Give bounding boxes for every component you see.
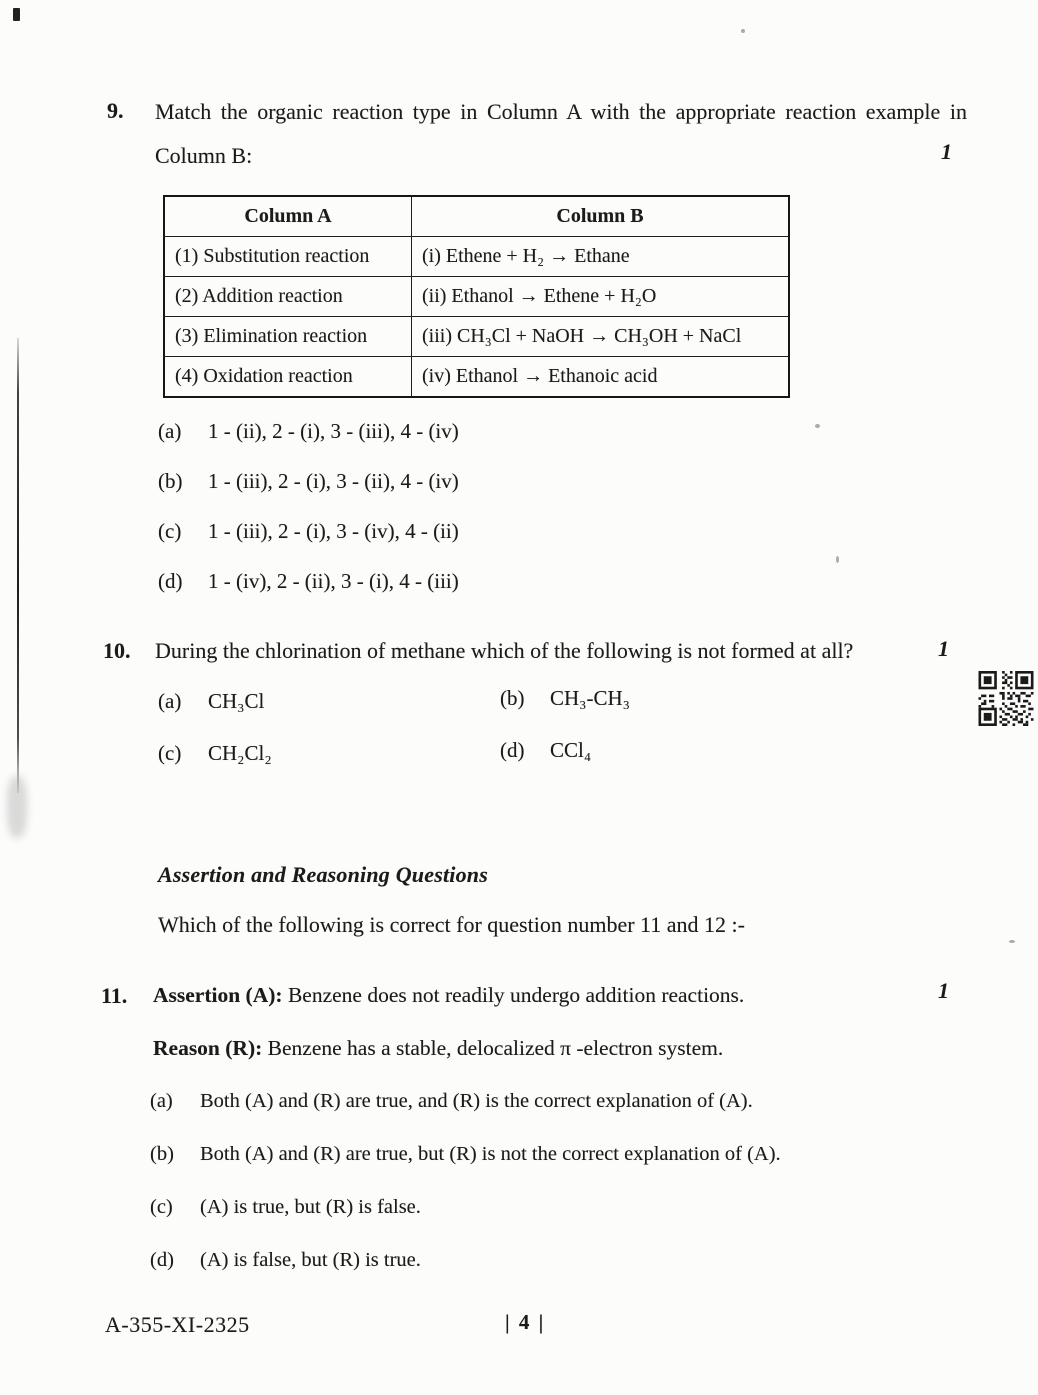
- option-row: [158, 470, 459, 493]
- option-text: 1 - (iv), 2 - (ii), 3 - (i), 4 - (iii): [208, 569, 459, 593]
- question-10-marks: 1: [938, 636, 949, 661]
- option-label: (c): [158, 519, 182, 543]
- option-row: [158, 520, 459, 543]
- smudge-artifact: [7, 776, 27, 838]
- option-row: [158, 742, 272, 765]
- vertical-scan-line-artifact: [17, 338, 19, 793]
- option-row: [158, 690, 264, 713]
- option-text: Both (A) and (R) are true, and (R) is the correct explanation of (A).: [200, 1090, 753, 1112]
- question-9-text: Match the organic reaction type in Column A with the appropriate reaction example in Column B:: [155, 99, 967, 168]
- table-cell-col-a: (4) Oxidation reaction: [164, 357, 412, 398]
- table-row: [164, 357, 789, 398]
- ink-speck: [741, 29, 745, 33]
- ink-speck: [836, 556, 839, 563]
- option-row: [500, 739, 591, 762]
- table-row: [164, 317, 789, 357]
- option-label: (c): [150, 1196, 173, 1218]
- option-text: 1 - (ii), 2 - (i), 3 - (iii), 4 - (iv): [208, 419, 459, 443]
- question-11-reason: [153, 1036, 933, 1061]
- table-header-column-b: Column B: [412, 196, 790, 237]
- option-label: (a): [158, 419, 182, 443]
- question-10-number: 10.: [103, 638, 131, 663]
- table-header-row: [164, 196, 789, 237]
- option-row: [500, 687, 630, 710]
- question-11-marks: 1: [938, 978, 949, 1003]
- ink-speck: [815, 424, 820, 428]
- question-10-text: During the chlorination of methane which of the following is not formed at all?: [155, 638, 854, 663]
- assertion-label: Assertion (A):: [153, 983, 283, 1007]
- option-label: (d): [150, 1249, 174, 1271]
- question-11-number: 11.: [101, 983, 128, 1008]
- table-header-column-a: Column A: [164, 196, 412, 237]
- table-cell-col-a: (1) Substitution reaction: [164, 237, 412, 277]
- section-heading: Assertion and Reasoning Questions: [158, 862, 488, 887]
- table-row: [164, 237, 789, 277]
- reason-label: Reason (R):: [153, 1036, 263, 1060]
- question-9-number: 9.: [107, 98, 124, 123]
- option-row: [150, 1249, 781, 1272]
- option-text: CH₃Cl: [208, 689, 265, 713]
- option-row: [158, 420, 459, 443]
- table-cell-col-b: (i) Ethene + H₂ → Ethane: [412, 237, 790, 277]
- option-label: (d): [158, 569, 183, 593]
- question-11-options: [150, 1090, 781, 1302]
- option-text: CCl₄: [550, 738, 592, 762]
- ink-speck: [13, 8, 20, 21]
- table-cell-col-b: (ii) Ethanol → Ethene + H₂O: [412, 277, 790, 317]
- option-text: 1 - (iii), 2 - (i), 3 - (iv), 4 - (ii): [208, 519, 459, 543]
- paper-code: A-355-XI-2325: [105, 1312, 250, 1337]
- option-label: (a): [158, 689, 182, 713]
- reason-text: Benzene has a stable, delocalized π -electron system.: [267, 1036, 724, 1060]
- option-label: (c): [158, 741, 182, 765]
- option-label: (b): [500, 686, 525, 710]
- option-text: (A) is true, but (R) is false.: [200, 1196, 421, 1218]
- assertion-text: Benzene does not readily undergo addition reactions.: [287, 983, 745, 1007]
- option-row: [150, 1196, 781, 1219]
- question-9-marks: 1: [941, 139, 952, 164]
- option-text: CH₂Cl₂: [208, 741, 272, 765]
- section-intro-text: Which of the following is correct for question number 11 and 12 :-: [158, 912, 745, 937]
- option-text: Both (A) and (R) are true, but (R) is not the correct explanation of (A).: [200, 1143, 781, 1165]
- page-number: | 4 |: [505, 1310, 546, 1334]
- option-text: 1 - (iii), 2 - (i), 3 - (ii), 4 - (iv): [208, 469, 459, 493]
- table-cell-col-b: (iv) Ethanol → Ethanoic acid: [412, 357, 790, 398]
- table-cell-col-a: (2) Addition reaction: [164, 277, 412, 317]
- match-table: [163, 195, 790, 398]
- question-9-options: [158, 420, 459, 620]
- option-label: (b): [158, 469, 183, 493]
- table-cell-col-b: (iii) CH₃Cl + NaOH → CH₃OH + NaCl: [412, 317, 790, 357]
- option-label: (b): [150, 1143, 174, 1165]
- ink-speck: [1009, 940, 1015, 943]
- question-11-assertion: [153, 983, 933, 1008]
- option-row: [158, 570, 459, 593]
- option-label: (d): [500, 738, 525, 762]
- qr-code: [978, 671, 1034, 726]
- table-cell-col-a: (3) Elimination reaction: [164, 317, 412, 357]
- option-row: [150, 1090, 781, 1113]
- table-row: [164, 277, 789, 317]
- option-text: CH₃-CH₃: [550, 686, 630, 710]
- option-label: (a): [150, 1090, 173, 1112]
- option-row: [150, 1143, 781, 1166]
- option-text: (A) is false, but (R) is true.: [200, 1249, 421, 1271]
